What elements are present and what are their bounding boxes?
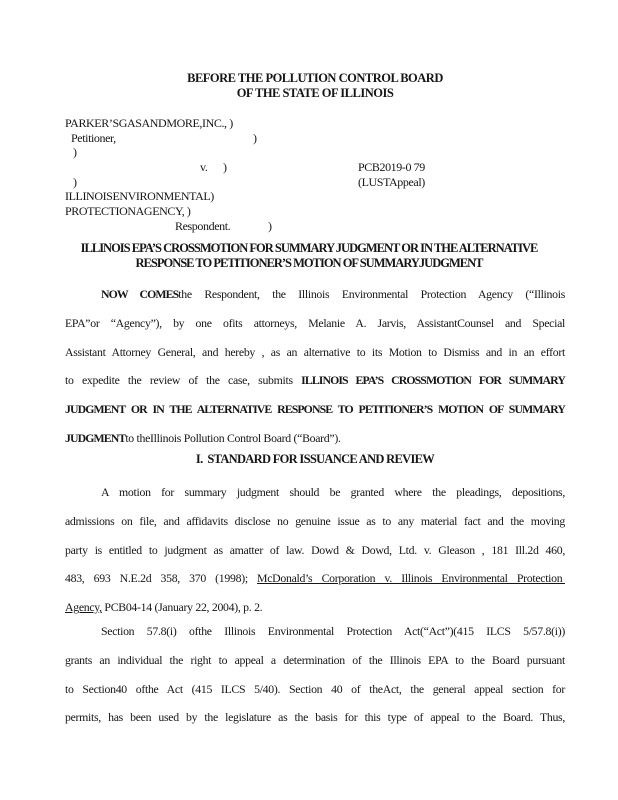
motion-title-line1: ILLINOIS EPA’S CROSSMOTION FOR SUMMARY JUDGMENT OR IN THE ALTERNATIVE: [80, 241, 538, 255]
body-text: PCB04-14 (January 22, 2004), p. 2.: [101, 600, 263, 615]
motion-title-line2: RESPONSE TO PETITIONER’S MOTION OF SUMMARYJUDGMENT: [135, 256, 483, 271]
caption-text: ): [253, 130, 257, 145]
caption-row: [65, 204, 565, 219]
body-text: A motion for summary judgment should be granted where the pleadings, depositions,: [101, 485, 565, 499]
text-line: [65, 395, 565, 424]
caption-row: [65, 131, 565, 146]
caption-text: PROTECTIONAGENCY, ): [65, 204, 191, 219]
emphasis-text: NOW COMES: [101, 287, 179, 301]
caption-row: [65, 219, 565, 234]
body-text: grants an individual the right to appeal a determination of the Illinois EPA to the Board pursuant: [65, 652, 565, 667]
emphasis-text: ILLINOIS EPA’S CROSSMOTION FOR SUMMARY: [301, 373, 566, 388]
caption-text: (LUSTAppeal): [358, 174, 425, 189]
caption-text: ILLINOISENVIRONMENTAL): [65, 189, 214, 204]
case-citation: McDonald’s Corporation v. Illinois Environmental Protection: [257, 571, 565, 586]
text-line: [65, 617, 565, 646]
case-citation: Agency,: [65, 600, 102, 615]
body-text: to expedite the review of the case, submits: [65, 373, 302, 388]
text-line: [65, 478, 565, 507]
paragraph-section-57-8: [65, 617, 565, 732]
caption-row: [65, 145, 565, 160]
text-line: [65, 424, 565, 453]
caption-text: ): [73, 174, 77, 189]
text-line: [65, 703, 565, 732]
caption-text: PARKER’SGASANDMORE,INC., ): [65, 116, 233, 130]
body-text: the Respondent, the Illinois Environmental Protection Agency (“Illinois: [178, 287, 565, 301]
caption-row: [65, 189, 565, 204]
text-line: [65, 280, 565, 309]
body-text: party is entitled to judgment as amatter of law. Dowd & Dowd, Ltd. v. Gleason , 181 Ill.2d 460,: [65, 542, 565, 557]
caption-row: [65, 160, 565, 175]
body-text: 483, 693 N.E.2d 358, 370 (1998);: [65, 571, 258, 586]
caption-text: ): [268, 218, 272, 233]
text-line: [65, 675, 565, 704]
section-heading: I. STANDARD FOR ISSUANCE AND REVIEW: [195, 452, 435, 466]
caption-text: Petitioner,: [71, 130, 116, 145]
caption-text: Respondent.: [175, 218, 231, 233]
paragraph-now-comes: [65, 280, 565, 453]
body-text: Assistant Attorney General, and hereby , as an alternative to its Motion to Dismiss and in an effort: [65, 344, 565, 359]
caption-text: ): [73, 145, 77, 160]
emphasis-text: JUDGMENT OR IN THE ALTERNATIVE RESPONSE TO PETITIONER’S MOTION OF SUMMARY: [65, 402, 565, 417]
text-line: [65, 564, 565, 593]
body-text: to theIllinois Pollution Control Board (“Board”).: [125, 430, 341, 445]
case-caption: [65, 116, 565, 234]
body-text: EPA”or “Agency”), by one ofits attorneys, Melanie A. Jarvis, AssistantCounsel and Special: [65, 315, 565, 330]
paragraph-summary-judgment-standard: [65, 478, 565, 622]
court-header-line1: BEFORE THE POLLUTION CONTROL BOARD: [187, 71, 443, 85]
body-text: admissions on file, and affidavits disclose no genuine issue as to any material fact and the moving: [65, 513, 565, 528]
text-line: [65, 536, 565, 565]
body-text: permits, has been used by the legislature as the basis for this type of appeal to the Board. Thus,: [65, 710, 565, 725]
caption-row: [65, 175, 565, 190]
caption-text: ): [223, 160, 227, 175]
text-line: [65, 338, 565, 367]
caption-text: v.: [200, 160, 208, 175]
body-text: Section 57.8(i) ofthe Illinois Environmental Protection Act(“Act”)(415 ILCS 5/57.8(i)): [101, 624, 565, 638]
text-line: [65, 646, 565, 675]
text-line: [65, 366, 565, 395]
body-text: to Section40 ofthe Act (415 ILCS 5/40). Section 40 of theAct, the general appeal section for: [65, 681, 565, 696]
court-header: [65, 71, 565, 101]
motion-title: [49, 241, 569, 271]
caption-text: PCB2019-0 79: [358, 160, 425, 175]
emphasis-text: JUDGMENT: [65, 430, 126, 445]
text-line: [65, 507, 565, 536]
court-header-line2: OF THE STATE OF ILLINOIS: [236, 86, 394, 100]
text-line: [65, 309, 565, 338]
caption-row: [65, 116, 565, 131]
